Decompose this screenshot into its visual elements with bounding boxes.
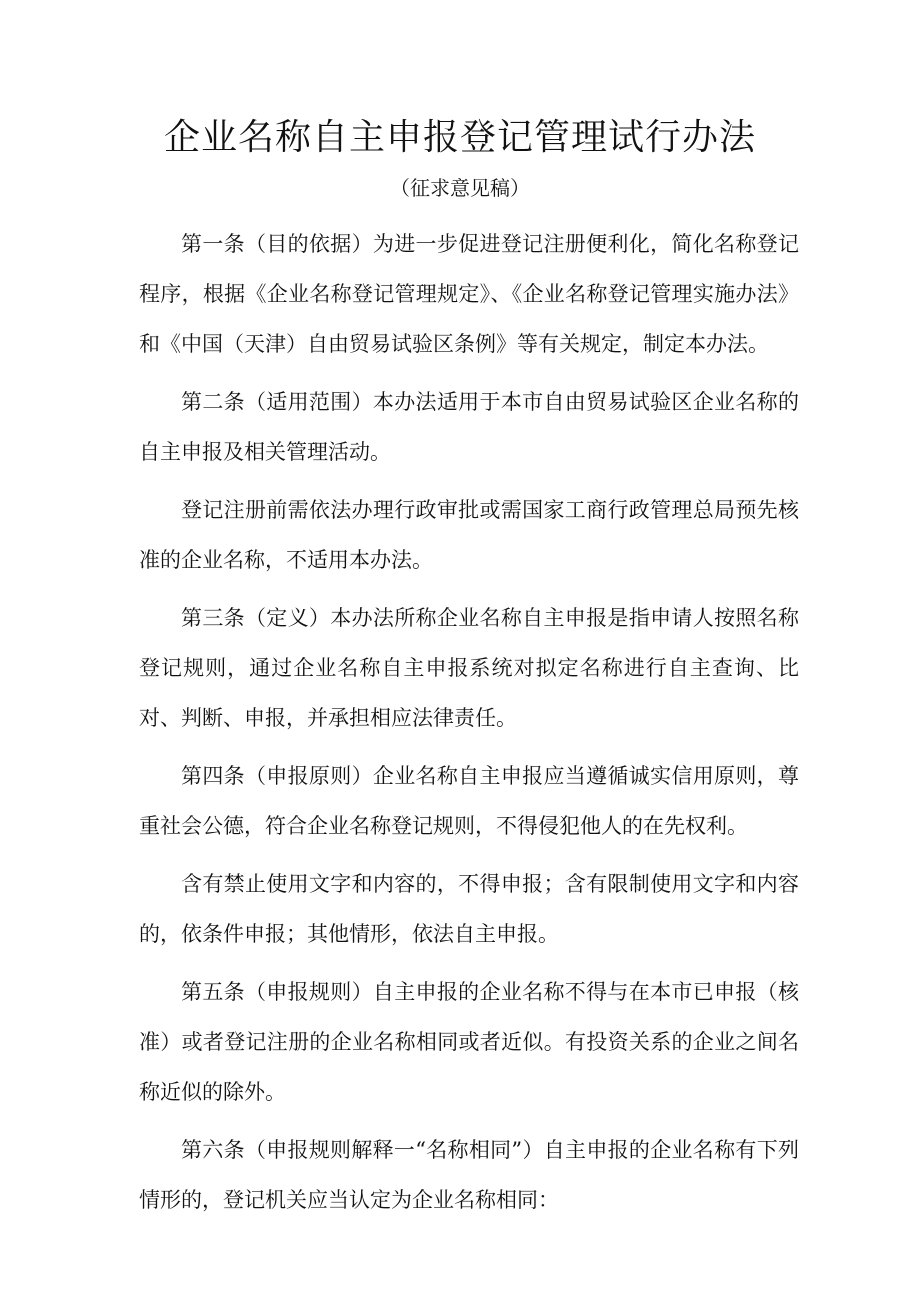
article-6-paragraph: 第六条（申报规则解释一“名称相同”）自主申报的企业名称有下列情形的，登记机关应当认定为企业名称相同： [139, 1138, 799, 1212]
article-3-paragraph: 第三条（定义）本办法所称企业名称自主申报是指申请人按照名称登记规则，通过企业名称自主申报系统对拟定名称进行自主查询、比对、判断、申报，并承担相应法律责任。 [139, 606, 799, 730]
article-2-paragraph: 第二条（适用范围）本办法适用于本市自由贸易试验区企业名称的自主申报及相关管理活动。 [139, 390, 799, 464]
article-1-paragraph: 第一条（目的依据）为进一步促进登记注册便利化，简化名称登记程序，根据《企业名称登记管理规定》、《企业名称登记管理实施办法》和《中国（天津）自由贸易试验区条例》等有关规定，制定本办法。 [139, 232, 799, 356]
document-body [139, 219, 799, 1233]
article-5-paragraph: 第五条（申报规则）自主申报的企业名称不得与在本市已申报（核准）或者登记注册的企业名称相同或者近似。有投资关系的企业之间名称近似的除外。 [139, 980, 799, 1104]
article-4-rule-paragraph: 含有禁止使用文字和内容的，不得申报；含有限制使用文字和内容的，依条件申报；其他情形，依法自主申报。 [139, 872, 799, 946]
article-4-paragraph: 第四条（申报原则）企业名称自主申报应当遵循诚实信用原则，尊重社会公德，符合企业名称登记规则，不得侵犯他人的在先权利。 [139, 764, 799, 838]
document-title: 企业名称自主申报登记管理试行办法 [163, 117, 756, 158]
document-subtitle: （征求意见稿） [390, 176, 530, 200]
article-2-exception-paragraph: 登记注册前需依法办理行政审批或需国家工商行政管理总局预先核准的企业名称，不适用本办法。 [139, 498, 799, 572]
